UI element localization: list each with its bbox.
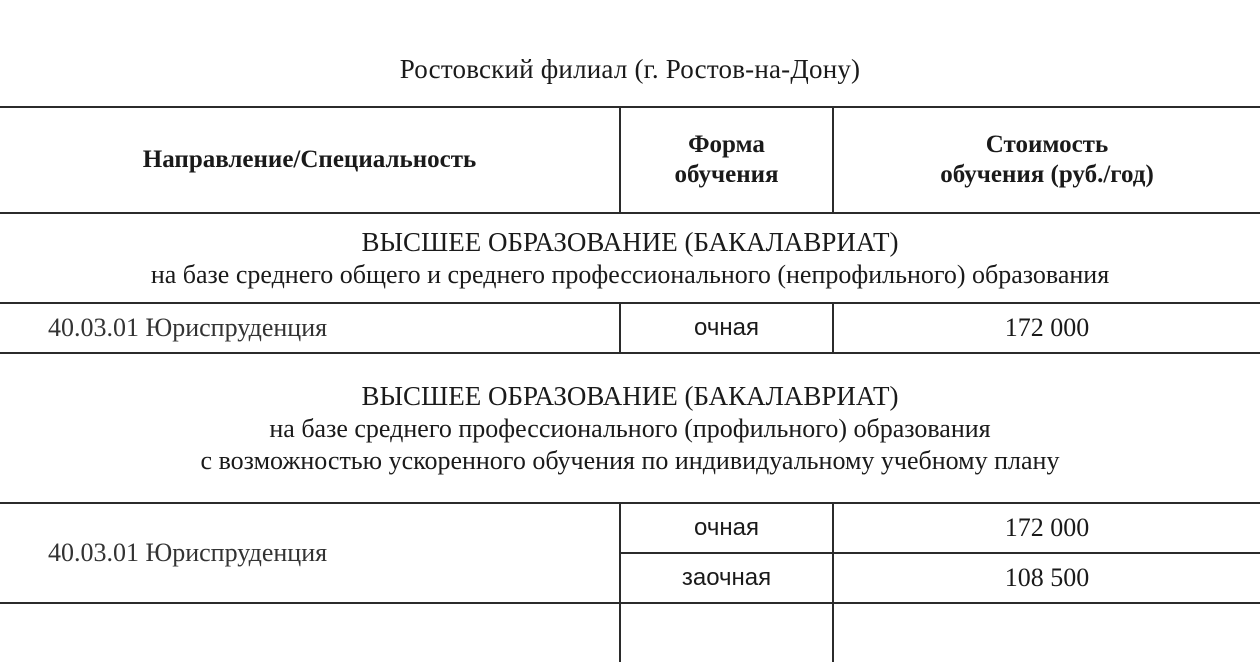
cost-cell: 108 500 [833,553,1260,603]
table-header-row [0,107,1260,213]
cost-cell: 172 000 [833,303,1260,353]
section-title: ВЫСШЕЕ ОБРАЗОВАНИЕ (БАКАЛАВРИАТ) [361,380,899,411]
header-cost-line2: обучения (руб./год) [940,161,1154,188]
section-heading [0,213,1260,303]
empty-cell [833,603,1260,662]
header-cost [833,107,1260,213]
direction-cell: 40.03.01 Юриспруденция [0,503,620,603]
table-row [0,603,1260,662]
form-cell: очная [620,503,833,553]
header-direction: Направление/Специальность [0,107,620,213]
document-title: Ростовский филиал (г. Ростов-на-Дону) [399,54,861,84]
table-row [0,303,1260,353]
header-cost-line1: Стоимость [985,131,1109,158]
empty-cell [0,603,620,662]
empty-cell [620,603,833,662]
direction-cell: 40.03.01 Юриспруденция [0,303,620,353]
form-cell: заочная [620,553,833,603]
header-form [620,107,833,213]
section-heading-row [0,353,1260,503]
cost-cell: 172 000 [833,503,1260,553]
section-subtitle-2: с возможностью ускоренного обучения по индивидуальному учебному плану [200,445,1060,475]
tuition-table [0,106,1260,662]
table-row [0,503,1260,553]
section-title: ВЫСШЕЕ ОБРАЗОВАНИЕ (БАКАЛАВРИАТ) [361,226,899,257]
form-cell: очная [620,303,833,353]
section-subtitle: на базе среднего общего и среднего профессионального (непрофильного) образования [150,259,1110,289]
header-form-line2: обучения [674,161,779,188]
section-subtitle: на базе среднего профессионального (профильного) образования [269,413,991,443]
header-form-line1: Форма [688,131,765,158]
section-heading-row [0,213,1260,303]
section-heading [0,353,1260,503]
